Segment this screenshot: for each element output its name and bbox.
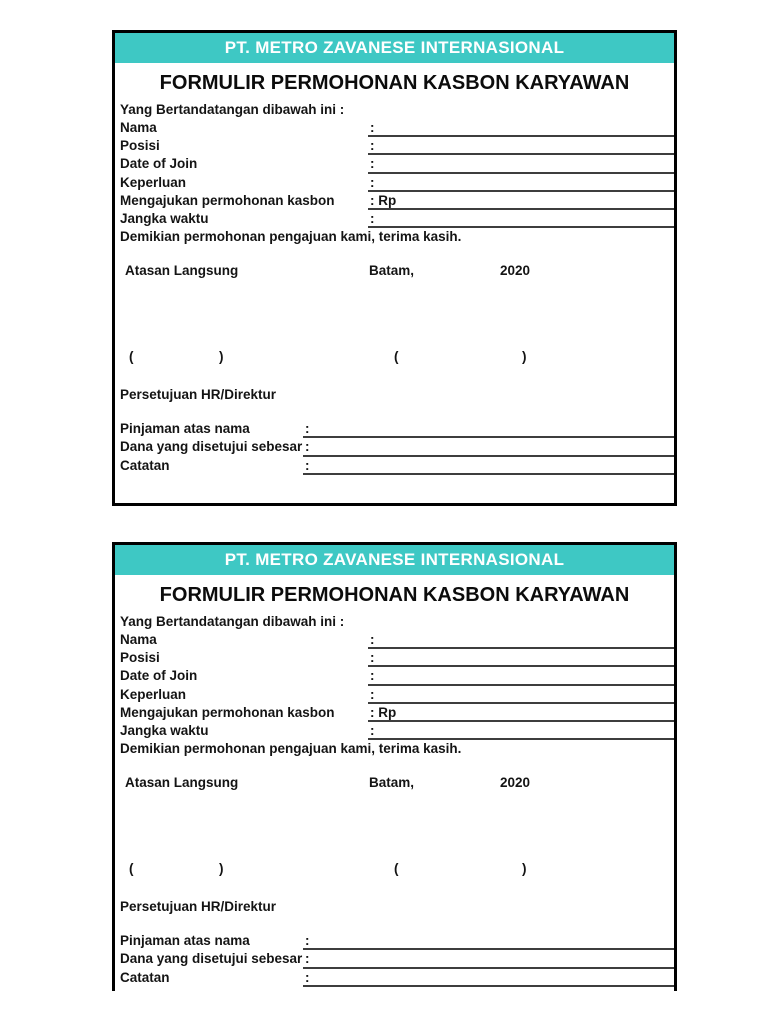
field-label: Date of Join [120, 668, 198, 684]
field-value-line: : [303, 457, 674, 475]
field-row-keperluan [115, 686, 674, 704]
field-value-line: : [368, 119, 674, 137]
field-label: Dana yang disetujui sebesar [120, 439, 303, 455]
field-value-line: : [368, 137, 674, 155]
approval-rows [115, 932, 674, 987]
form-title: FORMULIR PERMOHONAN KASBON KARYAWAN [159, 72, 630, 94]
field-row-date-of-join [115, 155, 674, 173]
field-label: Jangka waktu [120, 722, 209, 738]
field-row-jangka-waktu [115, 210, 674, 228]
intro-text: Yang Bertandatangan dibawah ini : [120, 614, 345, 629]
field-value-line: : [303, 932, 674, 950]
field-row-posisi [115, 649, 674, 667]
signature-year: 2020 [500, 775, 531, 791]
field-row-jangka-waktu [115, 722, 674, 740]
approval-row-catatan [115, 969, 674, 987]
signature-left-label: Atasan Langsung [125, 775, 239, 791]
signature-city: Batam, [369, 775, 415, 791]
field-label: Nama [120, 632, 157, 647]
field-row-nama [115, 631, 674, 649]
field-row-kasbon [115, 192, 674, 210]
form-banner [115, 545, 674, 575]
kasbon-form-copy-1 [112, 30, 677, 506]
paren-close-left: ) [219, 349, 224, 365]
approval-rows [115, 420, 674, 475]
paren-close-right: ) [522, 349, 527, 365]
signature-name-row [115, 348, 674, 366]
signature-city: Batam, [369, 263, 415, 279]
field-value-line: : [368, 210, 674, 228]
field-value-line: : Rp [368, 704, 674, 722]
field-label: Keperluan [120, 686, 187, 702]
field-row-kasbon [115, 704, 674, 722]
paren-close-right: ) [522, 861, 527, 877]
field-label: Catatan [120, 457, 170, 473]
closing-text: Demikian permohonan pengajuan kami, terima kasih. [120, 741, 462, 757]
paren-close-left: ) [219, 861, 224, 877]
form-title: FORMULIR PERMOHONAN KASBON KARYAWAN [159, 584, 630, 606]
closing-text: Demikian permohonan pengajuan kami, terima kasih. [120, 229, 462, 245]
form-banner [115, 33, 674, 63]
field-label: Pinjaman atas nama [120, 933, 250, 949]
field-label: Nama [120, 120, 157, 135]
field-value-line: : [368, 667, 674, 685]
kasbon-form-copy-2 [112, 542, 677, 991]
paren-open-right: ( [394, 349, 399, 365]
signature-space [115, 280, 674, 348]
field-label: Dana yang disetujui sebesar [120, 951, 303, 967]
field-label: Pinjaman atas nama [120, 421, 250, 437]
kasbon-form-copy-2-clip [112, 542, 677, 991]
field-label: Catatan [120, 969, 170, 985]
signature-year: 2020 [500, 263, 531, 279]
approval-row-pinjaman [115, 420, 674, 438]
field-value-line: : [303, 420, 674, 438]
approval-row-dana [115, 438, 674, 456]
field-value-line: : [303, 969, 674, 987]
field-value-line: : [368, 722, 674, 740]
intro-text: Yang Bertandatangan dibawah ini : [120, 102, 345, 117]
signature-header-row [115, 262, 674, 280]
field-row-date-of-join [115, 667, 674, 685]
field-value-line: : [303, 438, 674, 456]
field-value-line: : [368, 174, 674, 192]
signature-name-row [115, 860, 674, 878]
field-value-line: : Rp [368, 192, 674, 210]
field-value-line: : [368, 631, 674, 649]
approval-row-dana [115, 950, 674, 968]
approval-heading: Persetujuan HR/Direktur [120, 899, 277, 915]
paren-open-right: ( [394, 861, 399, 877]
field-label: Posisi [120, 650, 160, 666]
field-value-line: : [368, 155, 674, 173]
approval-row-catatan [115, 457, 674, 475]
field-value-line: : [368, 649, 674, 667]
field-label: Posisi [120, 138, 160, 154]
field-value-line: : [303, 950, 674, 968]
approval-heading: Persetujuan HR/Direktur [120, 387, 277, 403]
field-value-line: : [368, 686, 674, 704]
signature-header-row [115, 774, 674, 792]
field-label: Keperluan [120, 174, 187, 190]
field-row-nama [115, 119, 674, 137]
company-name: PT. METRO ZAVANESE INTERNASIONAL [224, 550, 565, 569]
field-label: Mengajukan permohonan kasbon [120, 704, 335, 720]
paren-open-left: ( [129, 349, 134, 365]
field-row-keperluan [115, 174, 674, 192]
signature-left-label: Atasan Langsung [125, 263, 239, 279]
paren-open-left: ( [129, 861, 134, 877]
field-label: Mengajukan permohonan kasbon [120, 192, 335, 208]
field-label: Date of Join [120, 156, 198, 172]
field-label: Jangka waktu [120, 210, 209, 226]
company-name: PT. METRO ZAVANESE INTERNASIONAL [224, 38, 565, 57]
field-row-posisi [115, 137, 674, 155]
approval-row-pinjaman [115, 932, 674, 950]
signature-space [115, 792, 674, 860]
